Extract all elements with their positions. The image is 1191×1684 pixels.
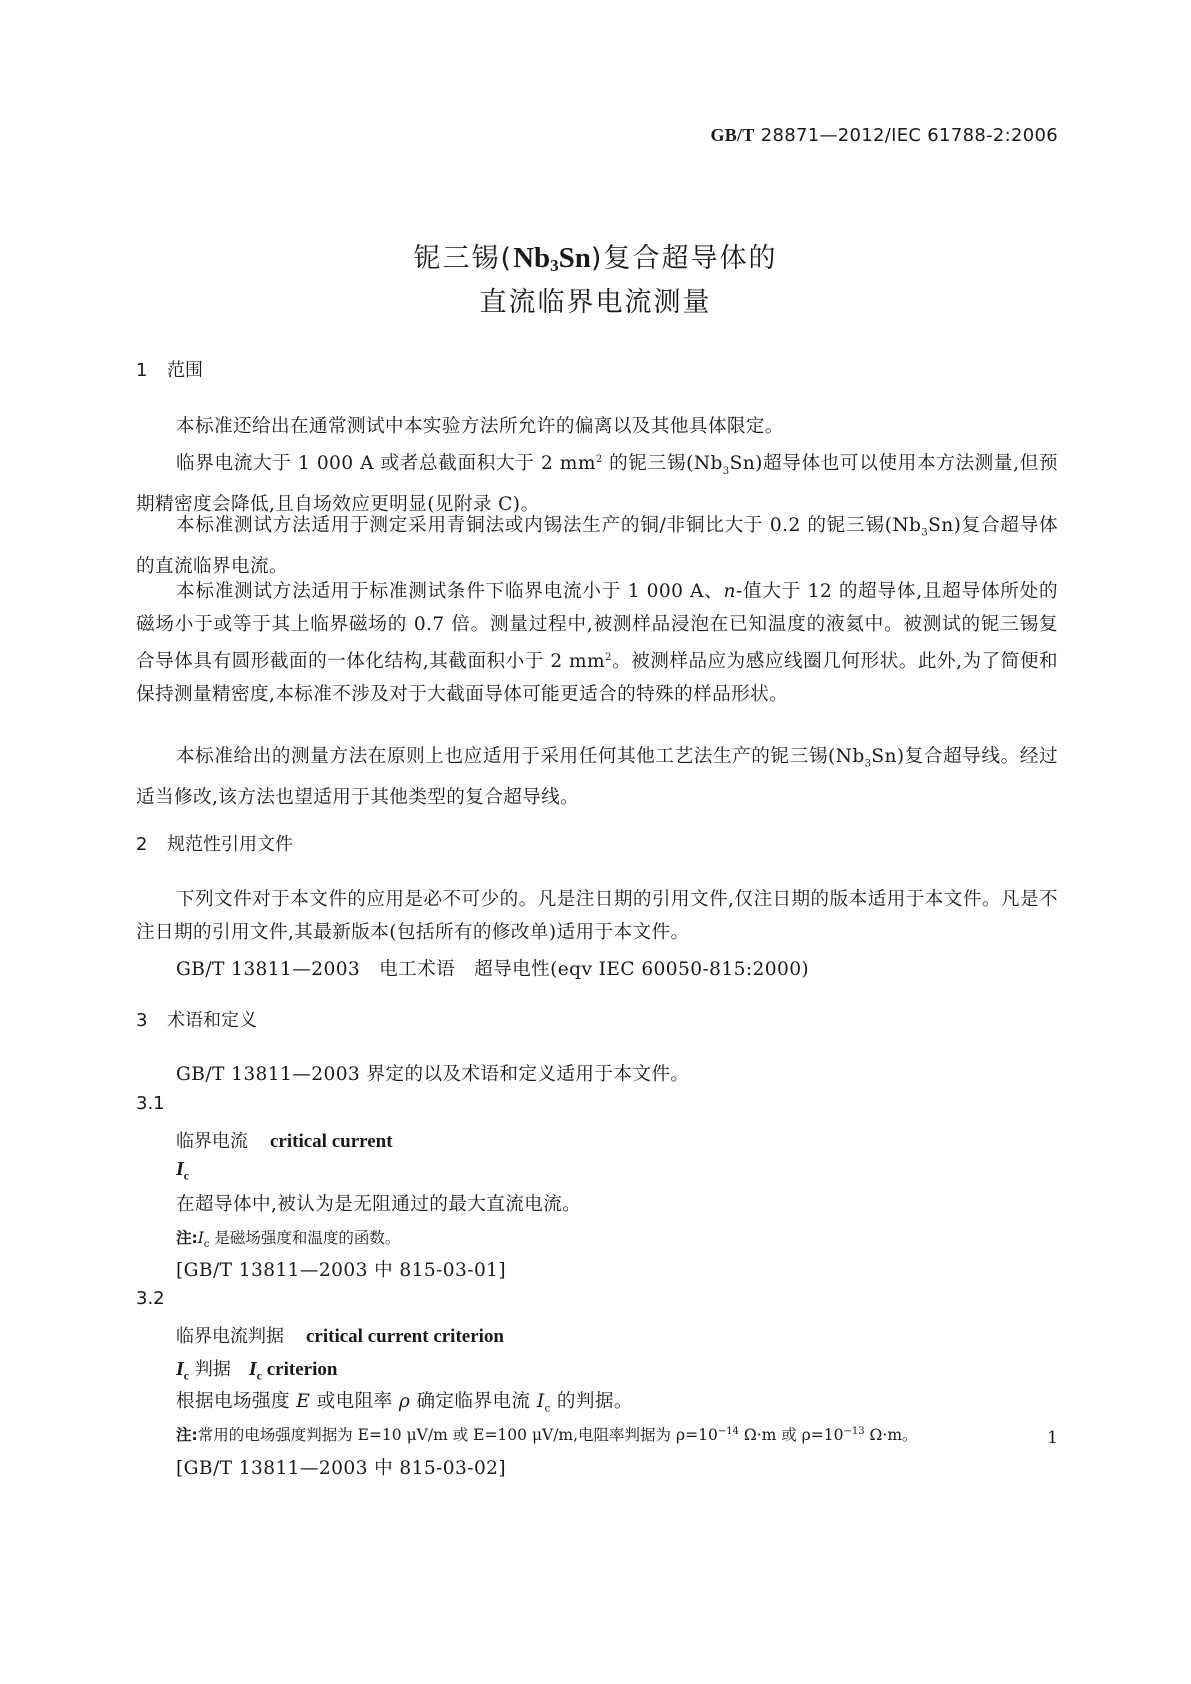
section-3-heading: 3 术语和定义 [136, 1010, 257, 1031]
term-3-1-symbol: $I_c$ [176, 1158, 190, 1183]
term-3-2-definition: 根据电场强度 E 或电阻率 ρ 确定临界电流 $I_c$ 的判据。 [176, 1391, 633, 1415]
term-3-1-source: [GB/T 13811—2003 中 815-03-01] [176, 1260, 507, 1281]
section-2-heading: 2 规范性引用文件 [136, 834, 293, 855]
term-3-1: 临界电流 critical current [176, 1131, 393, 1152]
standard-number: GB/T 28871—2012/IEC 61788-2:2006 [710, 125, 1058, 146]
term-3-2-source: [GB/T 13811—2003 中 815-03-02] [176, 1458, 507, 1479]
term-3-1-note: 注$:I_c$ 是磁场强度和温度的函数。 [176, 1229, 401, 1251]
section-1-para-1: 本标准还给出在通常测试中本实验方法所允许的偏离以及其他具体限定。 [176, 416, 784, 437]
term-3-2-note: 注:常用的电场强度判据为 E=10 μV/m 或 E=100 μV/m,电阻率判据为 $\rho=10^{-14}$ Ω·m 或 $\rho=10^{-13}$ Ω·m。 [176, 1425, 918, 1444]
normative-reference: GB/T 13811—2003 电工术语 超导电性(eqv IEC 60050-815:2000) [176, 959, 810, 980]
title-line-1: 铌三锡$(Nb_3Sn)$复合超导体的 [413, 242, 778, 275]
page-number: 1 [1047, 1428, 1058, 1448]
term-3-1-definition: 在超导体中,被认为是无阻通过的最大直流电流。 [176, 1194, 582, 1215]
clause-3-1-number: 3.1 [136, 1093, 165, 1114]
section-1-heading: 1 范围 [136, 360, 203, 381]
section-1-para-5: 本标准给出的测量方法在原则上也应适用于采用任何其他工艺法生产的铌三锡$(Nb_3Sn)$复合超导线。经过适当修改,该方法也望适用于其他类型的复合超导线。 [136, 746, 1058, 808]
term-3-2-alt: $I_c$ 判据 $I_c$ criterion [176, 1358, 338, 1383]
section-1-para-2: 临界电流大于 1 000 A 或者总截面积大于 2 $mm^2$ 的铌三锡$(Nb_3Sn)$超导体也可以使用本方法测量,但预期精密度会降低,且自场效应更明显(见附录 C)。 [136, 453, 1058, 515]
term-3-2: 临界电流判据 critical current criterion [176, 1326, 504, 1347]
section-1-para-3: 本标准测试方法适用于测定采用青铜法或内锡法生产的铜/非铜比大于 0.2 的铌三锡$(Nb_3Sn)$复合超导体的直流临界电流。 [136, 515, 1058, 577]
clause-3-2-number: 3.2 [136, 1288, 165, 1309]
section-1-para-4: 本标准测试方法适用于标准测试条件下临界电流小于 1 000 A、n-值大于 12 的超导体,且超导体所处的磁场小于或等于其上临界磁场的 0.7 倍。测量过程中,被测样品浸泡在已知温度的液氦中。被测试的铌三锡复合导体具有圆形截面的一体化结构,其截面积小于 2 $mm^2$。被测样品应为感应线圈几何形状。此外,为了简便和保持测量精密度,本标准不涉及对于大截面导体可能更适合的特殊的样品形状。 [136, 581, 1058, 706]
section-3-para-1: GB/T 13811—2003 界定的以及术语和定义适用于本文件。 [176, 1064, 690, 1085]
section-2-para-1: 下列文件对于本文件的应用是必不可少的。凡是注日期的引用文件,仅注日期的版本适用于本文件。凡是不注日期的引用文件,其最新版本(包括所有的修改单)适用于本文件。 [136, 889, 1058, 943]
title-line-2: 直流临界电流测量 [479, 287, 712, 318]
